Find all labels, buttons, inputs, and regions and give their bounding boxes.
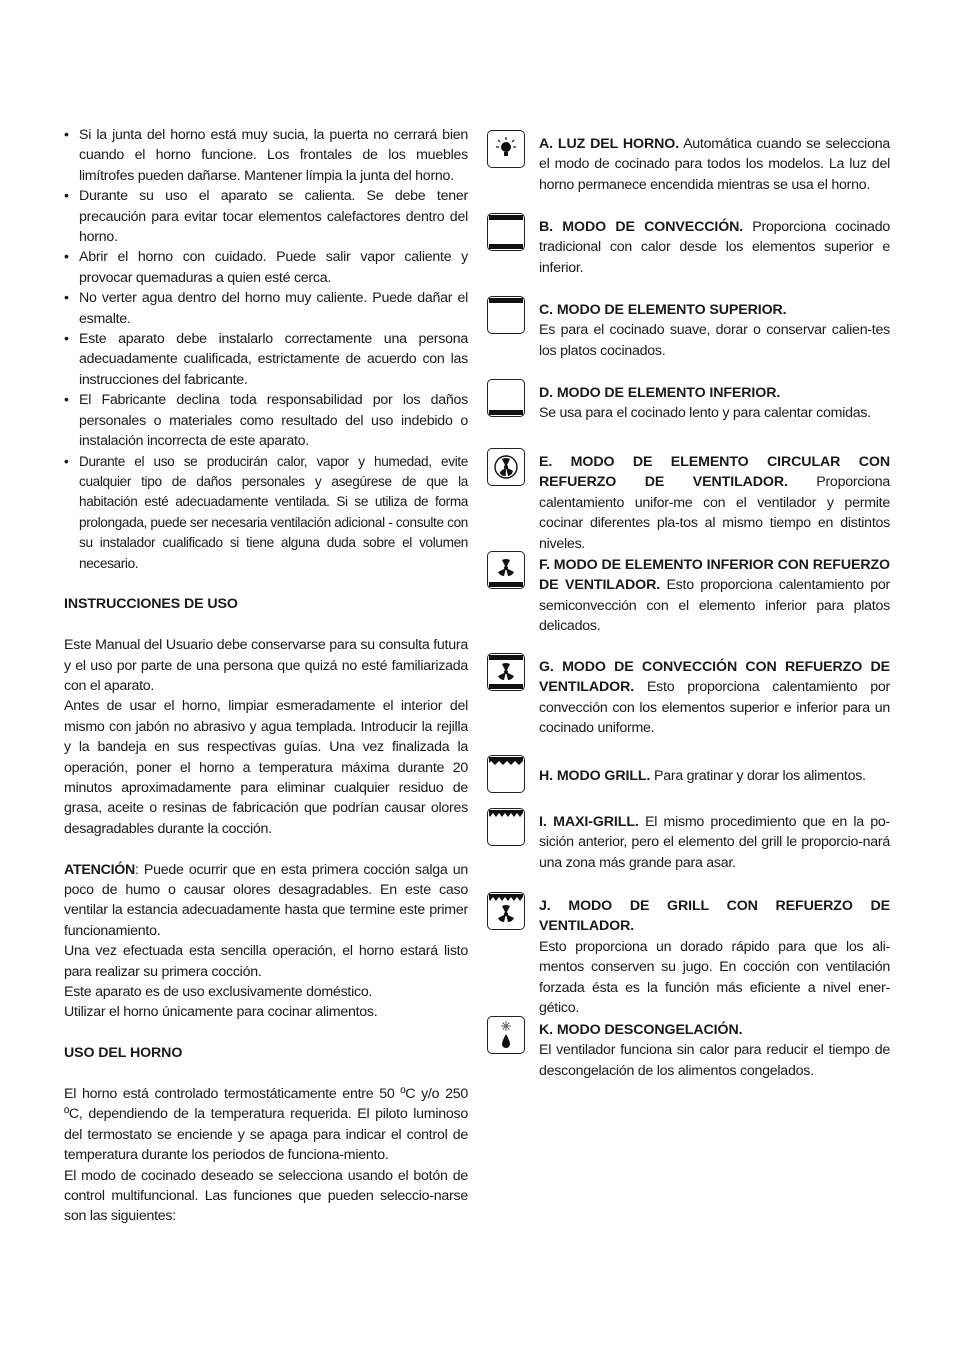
mode-title: A. LUZ DEL HORNO. xyxy=(539,136,680,152)
mode-title: I. MAXI-GRILL. xyxy=(539,814,639,830)
mode-text xyxy=(539,300,890,361)
mode-description: Para gratinar y dorar los alimentos. xyxy=(650,768,866,784)
mode-description: Es para el cocinado suave, dorar o conservar calien-tes los platos cocinados. xyxy=(539,322,890,359)
mode-description: Proporciona cocinado tradicional con calor desde los elementos superior e inferior. xyxy=(539,219,890,276)
mode-text xyxy=(539,134,890,195)
mode-text xyxy=(539,555,890,637)
mode-description: Automática cuando se selecciona el modo de cocinado para todos los modelos. La luz del horno permanece encendida mientras se usa el horno. xyxy=(539,136,890,193)
mode-text xyxy=(539,812,890,873)
mode-text xyxy=(539,383,890,424)
mode-description: Esto proporciona calentamiento por semiconvección con el elemento inferior para platos delicados. xyxy=(539,577,890,635)
mode-title: G. MODO DE CONVECCIÓN CON REFUERZO DE VENTILADOR. xyxy=(539,659,890,696)
mode-text xyxy=(539,657,890,739)
mode-description: El ventilador funciona sin calor para reducir el tiempo de descongelación de los alimentos congelados. xyxy=(539,1042,890,1079)
mode-description: Esto proporciona un dorado rápido para que los ali-mentos conserven su jugo. En cocción con ventilación forzada ésta es la función más eficiente a nivel ener-gético. xyxy=(539,938,890,1017)
defrost-icon xyxy=(487,1016,525,1054)
paragraph: El modo de cocinado deseado se selecciona usando el botón de control multifuncional. Las funciones que pueden seleccio-narse son las siguientes: xyxy=(64,1167,468,1225)
bullet-item: • Durante su uso el aparato se calienta. Se debe tener precaución para evitar tocar elementos calefactores dentro del horno. xyxy=(64,186,468,247)
mode-title: E. MODO DE ELEMENTO CIRCULAR CON REFUERZO DE VENTILADOR. xyxy=(539,454,890,491)
atencion-text: : Puede ocurrir que en esta primera cocción salga un poco de humo o causar olores desagradables. En este caso ventilar la estancia adecuadamente hasta que termine este primer funcionamiento. xyxy=(64,861,468,939)
bullet-item: • Este aparato debe instalarlo correctamente una persona adecuadamente cualificada, estrictamente de acuerdo con las instrucciones del fabricante. xyxy=(64,329,468,390)
circular-fan-icon xyxy=(487,448,525,486)
mode-description: El mismo procedimiento que en la po-sición anterior, pero el elemento del grill le proporcio-nará una zona más grande para asar. xyxy=(539,814,890,871)
bullet-item: • Abrir el horno con cuidado. Puede salir vapor caliente y provocar quemaduras a quien esté cerca. xyxy=(64,247,468,288)
mode-title: F. MODO DE ELEMENTO INFERIOR CON REFUERZO DE VENTILADOR. xyxy=(539,557,890,594)
mode-title: B. MODO DE CONVECCIÓN. xyxy=(539,219,744,235)
mode-description: Esto proporciona calentamiento por convección con los elementos superior e inferior para un cocinado uniforme. xyxy=(539,679,890,737)
paragraph: Utilizar el horno únicamente para cocinar alimentos. xyxy=(64,1004,378,1021)
maxi-grill-icon xyxy=(487,808,525,846)
mode-description: Proporciona calentamiento unifor-me con el ventilador y permite cocinar diferentes pla-tos al mismo tiempo en distintos niveles. xyxy=(539,474,890,552)
mode-title: D. MODO DE ELEMENTO INFERIOR. xyxy=(539,385,781,401)
convection-icon xyxy=(487,213,525,251)
heading-uso-del-horno: USO DEL HORNO xyxy=(64,1045,183,1062)
bottom-fan-icon xyxy=(487,551,525,589)
bullet-item: • Durante el uso se producirán calor, vapor y humedad, evite cualquier tipo de daños personales y asegúrese de que la habitación esté adecuadamente ventilada. Si se utiliza de forma prolongada, puede ser necesaria ventilación adicional - consulte con su instalador cualificado si tiene alguna duda sobre el volumen necesario. xyxy=(64,452,468,574)
mode-title: K. MODO DESCONGELACIÓN. xyxy=(539,1022,743,1038)
mode-text xyxy=(539,217,890,278)
safety-bullet-list xyxy=(64,125,468,574)
grill-icon xyxy=(487,755,525,793)
left-column xyxy=(64,125,468,1227)
bottom-element-icon xyxy=(487,379,525,417)
paragraph: El horno está controlado termostáticamente entre 50 ºC y/o 250 ºC, dependiendo de la temperatura requerida. El piloto luminoso del termostato se enciende y se apaga para indicar el control de temperatura durante los periodos de funciona-miento. xyxy=(64,1086,468,1164)
mode-title: H. MODO GRILL. xyxy=(539,768,651,784)
convection-fan-icon xyxy=(487,653,525,691)
top-element-icon xyxy=(487,296,525,334)
paragraph: Este Manual del Usuario debe conservarse para su consulta futura y el uso por parte de una persona que quizá no esté familiarizada con el aparato. xyxy=(64,637,468,694)
grill-fan-icon xyxy=(487,892,525,930)
bullet-item: • No verter agua dentro del horno muy caliente. Puede dañar el esmalte. xyxy=(64,288,468,329)
mode-text xyxy=(539,766,890,786)
bullet-item: • Si la junta del horno está muy sucia, la puerta no cerrará bien cuando el horno funcione. Los frontales de los muebles limítrofes pueden dañarse. Mantener límpia la junta del horno. xyxy=(64,125,468,186)
mode-title: C. MODO DE ELEMENTO SUPERIOR. xyxy=(539,302,787,318)
paragraph: Antes de usar el horno, limpiar esmeradamente el interior del mismo con jabón no abrasivo y agua templada. Introducir la rejilla y la bandeja en sus respectivas guías. Una vez finalizada la operación, poner el horno a temperatura máxima durante 20 minutos aproximadamente para eliminar cualquier residuo de grasa, aceite o resinas de fabricación que podrían causar olores desagradables durante la cocción. xyxy=(64,698,468,837)
bullet-item: • El Fabricante declina toda responsabilidad por los daños personales o materiales como resultado del uso indebido o instalación incorrecta de este aparato. xyxy=(64,390,468,451)
mode-text xyxy=(539,452,890,554)
oven-light-icon xyxy=(487,130,525,168)
mode-text xyxy=(539,896,890,1018)
paragraph: Una vez efectuada esta sencilla operación, el horno estará listo para realizar su primera cocción. xyxy=(64,943,468,980)
atencion-paragraph xyxy=(64,860,468,942)
mode-title: J. MODO DE GRILL CON REFUERZO DE VENTILADOR. xyxy=(539,898,890,935)
paragraph: Este aparato es de uso exclusivamente doméstico. xyxy=(64,984,373,1001)
heading-instrucciones: INSTRUCCIONES DE USO xyxy=(64,596,238,613)
mode-description: Se usa para el cocinado lento y para calentar comidas. xyxy=(539,405,871,422)
atencion-label: ATENCIÓN xyxy=(64,861,136,878)
mode-text xyxy=(539,1020,890,1081)
